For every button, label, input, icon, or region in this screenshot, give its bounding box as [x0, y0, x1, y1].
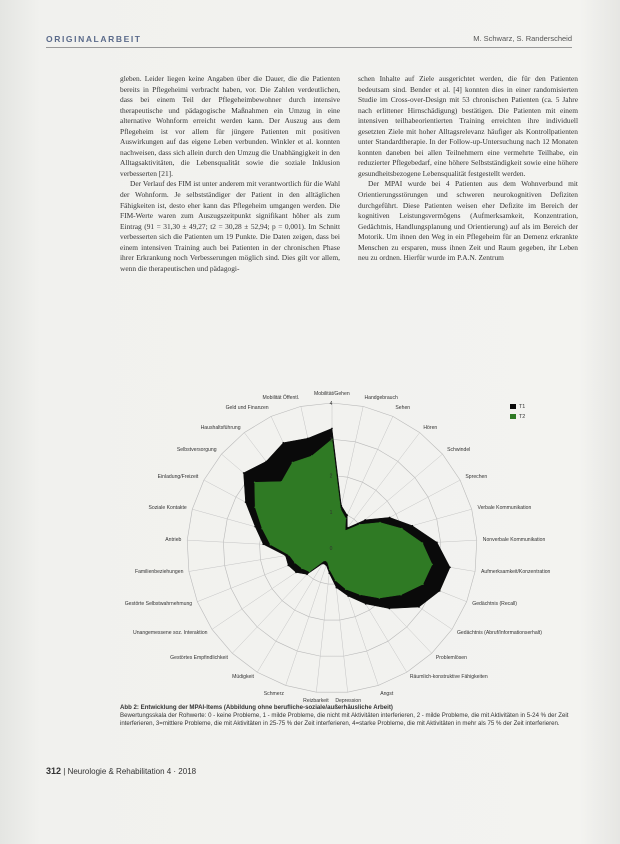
tick-label: 0	[329, 546, 333, 552]
data-point-t2	[301, 568, 303, 570]
paragraph: Der MPAI wurde bei 4 Patienten aus dem Wohnverbund mit Orientierungsstörungen und schweren neurokognitiven Defiziten durchgeführt. Diese Patienten weisen eher Defizite im Bereich der kognitiven Leistungsvermögens (Aufmerksamkeit, Konzentration, Gedächtnis, Handlungsplanung und Orientierung) auf als im Bereich der Motorik. Um ihnen den Weg in ein Pflegeheim für an Demenz erkrankte Menschen zu ersparen, muss ihnen Zeit und Raum gegeben, ihr Leben neu zu ordnen. Hierfür wurde im P.A.N. Zentrum	[358, 179, 578, 263]
paragraph: gleben. Leider liegen keine Angaben über die Dauer, die die Patienten bereits in Pflegeheimi verbracht haben, vor. Die Zahlen verdeutlichen, dass bei einem Teil der Pflegeheimbewohner durch intensive therapeutische und pädagogische Maßnahmen ein Umzug in eine alternative Wohnform erreicht werden kann. Der Auszug aus dem Pflegeheim ist vor allem für jüngere Patienten mit positiven Auswirkungen auf das eigene Leben verbunden. Winkler et al. konnten nachweisen, dass sich allein durch den Umzug die Unabhängigkeit in den Alltagsaktivitäten, die Lebensqualität sowie die soziale Inklusion verbesserten [21].	[120, 74, 340, 178]
axis-label: Angst	[380, 691, 394, 698]
data-point-t1	[346, 514, 348, 516]
data-point-t1	[254, 526, 256, 528]
data-point-t2	[345, 588, 347, 590]
axis-label: Nonverbale Kommunikation	[482, 536, 546, 543]
axis-label: Haushaltsführung	[200, 424, 241, 431]
data-point-t2	[359, 524, 361, 526]
header-rule	[46, 47, 572, 48]
data-point-t2	[335, 580, 337, 582]
paragraph: Der Verlauf des FIM ist unter anderem mit verantwortlich für die Wahl der Wohnform. Je selbstständiger der Patient in den alltäglichen Fähigkeiten ist, desto eher kann das Pflegeheim umgangen werden. Die FIM-Werte waren zum Auszugszeitpunkt signifikant höher als zum Eintrag (91 = 31,30 ± 49,27; t2 = 30,28 ± 52,94; p = 0,001). Im Schnitt verbesserten sich die Patienten um 19 Punkte. Die Daten zeigen, dass bei einem intensiven Training auch bei Patienten in der chronischen Phase ihrer Erkrankung noch Verbesserungen möglich sind. Dies gilt vor allem, wenn die therapeutischen und pädagogi-	[120, 179, 340, 273]
data-point-t1	[418, 606, 420, 608]
data-point-t2	[359, 594, 361, 596]
data-point-t1	[285, 555, 287, 557]
paragraph: schen Inhalte auf Ziele ausgerichtet werden, die für den Patienten bedeutsam sind. Bender et al. [4] konnten dies in einer randomisierten Studie im Cross-over-Design mit 53 chronischen Patienten (ca. 5 Jahre nach erlittener Hirnschädigung) bestätigen. Die Patienten mit einem intensiven teilhabeorientierten Training erreichten ihre individuell gesetzten Ziele mit hoher Alltagsrelevanz häufiger als Kontrollpatienten unter Standardtherapie. In der Follow-up-Untersuchung nach 12 Monaten konnten daneben bei allen Teilnehmern eine vermehrte Teilhabe, ein reduzierter Pflegebedarf, eine höhere Selbstständigkeit sowie eine höhere gesundheitsbezogene Lebensqualität festgestellt werden.	[358, 74, 578, 178]
section-header: ORIGINALARBEIT	[46, 34, 142, 44]
axis-label: Räumlich-konstruktive Fähigkeiten	[409, 674, 488, 681]
axis-label: Schmerz	[263, 691, 284, 698]
axis-label: Einladung/Freizeit	[157, 474, 199, 481]
data-point-t2	[329, 569, 331, 571]
axis-label: Gedächtnis (Abruf/Informationserhalt)	[456, 629, 542, 636]
data-point-t1	[331, 428, 333, 430]
data-point-t1	[322, 563, 324, 565]
data-point-t1	[389, 517, 391, 519]
tick-label: 4	[329, 401, 333, 407]
data-point-t2	[324, 560, 326, 562]
data-point-t1	[306, 574, 308, 576]
axis-label: Handgebrauch	[364, 394, 398, 401]
data-point-t2	[379, 597, 381, 599]
data-point-t1	[364, 519, 366, 521]
data-point-t1	[295, 572, 297, 574]
data-point-t2	[340, 508, 342, 510]
data-point-t2	[379, 522, 381, 524]
caption-body: Bewertungsskala der Rohwerte: 0 - keine Probleme, 1 - milde Probleme, die nicht mit Aktivitäten interferieren, 2 - milde Probleme, die mit Aktivitäten in 5-24 % der Zeit interferieren, 3=mittlere Probleme, die mit Aktivitäten in 25-75 % der Zeit interferieren, 4=starke Probleme, die mit Aktivitäten in mehr als 75 % der Zeit interferieren.	[120, 711, 569, 727]
page-number: 312	[46, 766, 62, 776]
data-point-t1	[365, 603, 367, 605]
axis-label: Reizbarkeit	[303, 698, 329, 705]
data-point-t1	[325, 564, 327, 566]
data-point-t2	[254, 481, 256, 483]
tick-label: 2	[329, 473, 333, 480]
axis-label: Mobilität/Gehen	[314, 391, 350, 397]
axis-label: Gedächtnis (Recall)	[472, 600, 517, 607]
legend-t2: T2	[510, 414, 525, 420]
axis-label: Müdigkeit	[232, 674, 254, 681]
axis-label: Depression	[335, 698, 362, 705]
data-point-t1	[307, 437, 309, 439]
data-point-t1	[341, 505, 343, 507]
legend-swatch-t2	[510, 414, 516, 419]
axis-label: Antrieb	[165, 536, 182, 543]
data-point-t1	[336, 587, 338, 589]
axis-label: Schwindel	[447, 447, 471, 454]
data-point-t2	[288, 554, 290, 556]
data-point-t1	[436, 542, 438, 544]
radar-chart-figure	[118, 390, 584, 705]
axis-label: Unangemessene soz. Interaktion	[133, 629, 208, 636]
axis-label: Gestörte Selbstwahrnehmung	[124, 600, 193, 607]
data-point-t1	[245, 501, 247, 503]
data-point-t2	[344, 530, 346, 532]
data-point-t1	[347, 595, 349, 597]
axis-label: Mobilität Öffentl.	[262, 394, 300, 401]
axis-label: Verbale Kommunikation	[477, 504, 532, 511]
data-point-t1	[287, 565, 289, 567]
axis-label: Selbstversorgung	[176, 447, 217, 454]
text-column-left	[120, 74, 340, 274]
data-point-t2	[270, 544, 272, 546]
data-point-t1	[265, 461, 267, 463]
data-point-t1	[282, 442, 284, 444]
data-point-t2	[431, 564, 433, 566]
data-point-t2	[422, 583, 424, 585]
axis-label: Sprechen	[465, 474, 488, 481]
data-point-t2	[327, 561, 329, 563]
figure-caption	[120, 704, 586, 728]
data-point-t2	[345, 518, 347, 520]
axis-label: Gestörtes Empfindlichkeit	[170, 654, 228, 661]
axis-label: Problemlösen	[435, 654, 467, 661]
legend-t1: T1	[510, 404, 525, 410]
data-point-t1	[347, 527, 349, 529]
axis-label: Familienbeziehungen	[134, 569, 184, 576]
legend-swatch-t1	[510, 404, 516, 409]
data-point-t2	[309, 571, 311, 573]
data-point-t1	[243, 472, 245, 474]
data-point-t2	[292, 462, 294, 464]
page-footer	[46, 766, 196, 776]
data-point-t2	[281, 481, 283, 483]
tick-label: 1	[329, 509, 333, 516]
axis-label: Hören	[423, 424, 438, 431]
caption-title: Abb 2: Entwicklung der MPAI-Items (Abbildung ohne berufliche-soziale/außerhäusliche Arbeit)	[120, 704, 393, 711]
data-point-t2	[311, 455, 313, 457]
axis-label: Aufmerksamkeit/Konzentration	[481, 569, 551, 576]
data-point-t2	[422, 542, 424, 544]
data-point-t2	[401, 528, 403, 530]
footer-separator: |	[63, 767, 66, 776]
author-header: M. Schwarz, S. Randerscheid	[473, 34, 572, 43]
axis-label: Geld und Finanzen	[225, 404, 269, 411]
data-point-t2	[254, 506, 256, 508]
data-point-t1	[449, 567, 451, 569]
data-point-t1	[262, 543, 264, 545]
data-point-t2	[400, 594, 402, 596]
data-point-t2	[261, 528, 263, 530]
axis-label: Sehen	[395, 404, 411, 411]
journal-name: Neurologie & Rehabilitation 4 · 2018	[67, 767, 197, 776]
data-point-t2	[294, 562, 296, 564]
data-point-t1	[389, 608, 391, 610]
axis-label: Soziale Kontakte	[148, 504, 187, 511]
data-point-t1	[328, 572, 330, 574]
data-point-t1	[439, 590, 441, 592]
data-point-t1	[412, 525, 414, 527]
text-column-right	[358, 74, 578, 264]
tick-label: 3	[329, 437, 333, 444]
